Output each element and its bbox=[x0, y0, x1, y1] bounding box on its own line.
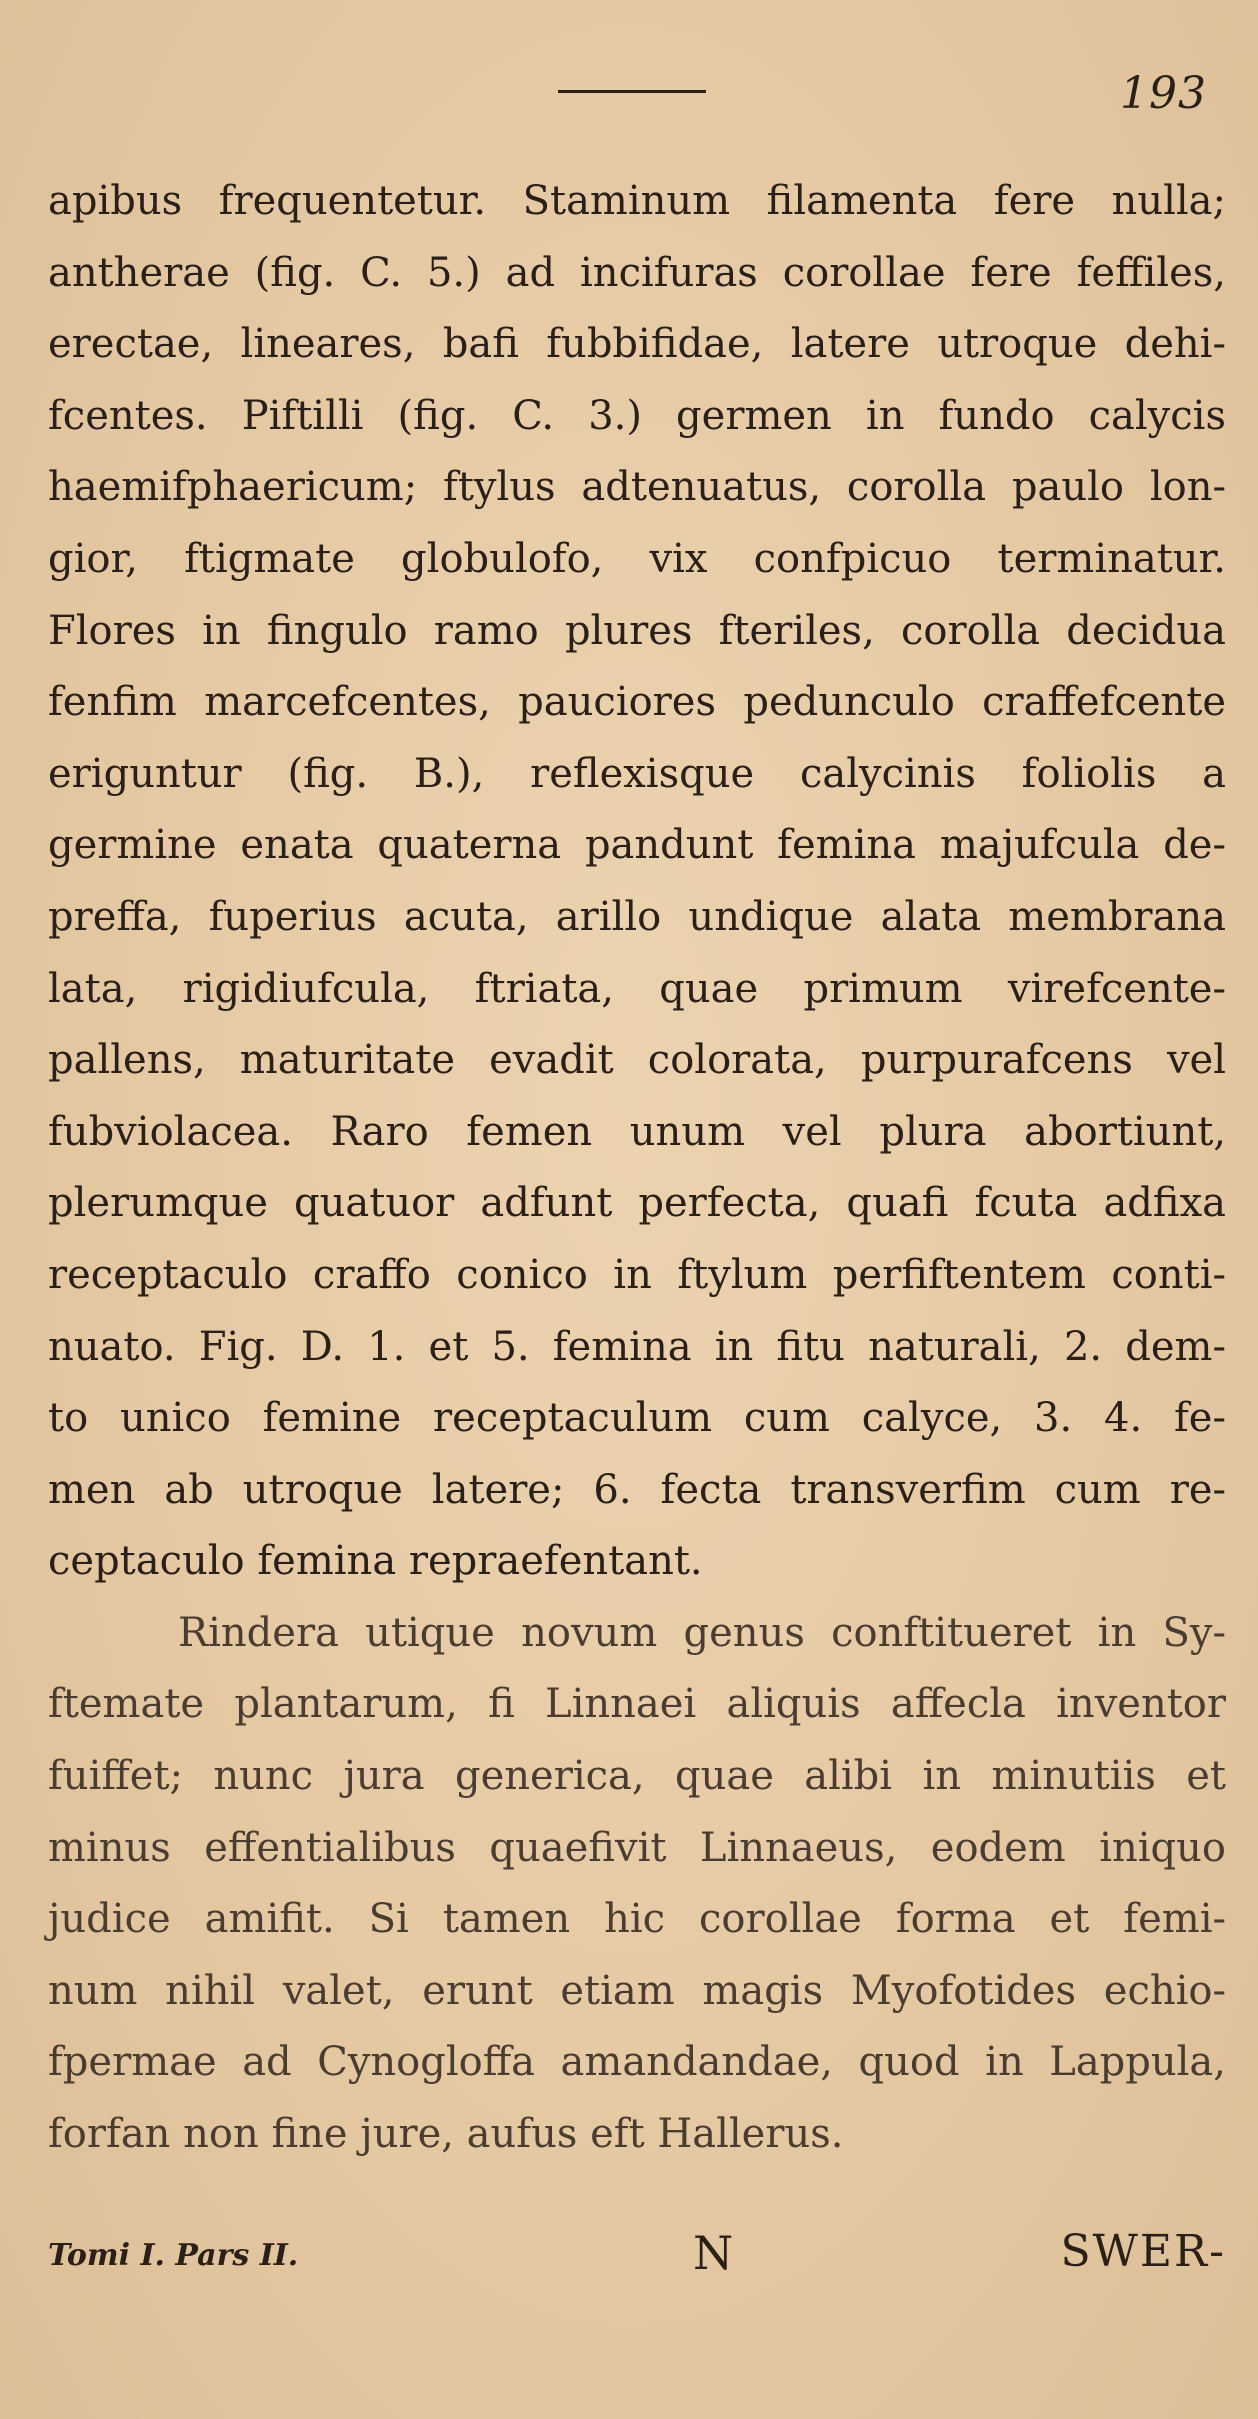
body-text bbox=[48, 166, 1226, 2171]
text-line: eriguntur (fig. B.), reflexisque calycinis foliolis a bbox=[48, 750, 1226, 797]
text-line: fcentes. Piftilli (fig. C. 3.) germen in fundo calycis bbox=[48, 392, 1226, 439]
text-line: ceptaculo femina repraefentant. bbox=[48, 1538, 703, 1585]
text-line: minus effentialibus quaefivit Linnaeus, eodem iniquo bbox=[48, 1824, 1226, 1871]
text-line: Flores in fingulo ramo plures fteriles, corolla decidua bbox=[48, 607, 1226, 654]
page-footer bbox=[48, 2226, 1226, 2286]
text-line: gior, ftigmate globulofo, vix confpicuo terminatur. bbox=[48, 535, 1226, 582]
text-line: plerumque quatuor adfunt perfecta, quafi fcuta adfixa bbox=[48, 1180, 1226, 1227]
paragraph-start-line: Rindera utique novum genus conftitueret in Sy- bbox=[178, 1609, 1226, 1656]
text-line: lata, rigidiufcula, ftriata, quae primum virefcente- bbox=[48, 965, 1226, 1012]
text-line: fuiffet; nunc jura generica, quae alibi in minutiis et bbox=[48, 1753, 1226, 1800]
text-line: receptaculo craffo conico in ftylum perfiftentem conti- bbox=[48, 1251, 1226, 1298]
text-line: nuato. Fig. D. 1. et 5. femina in fitu naturali, 2. dem- bbox=[48, 1323, 1226, 1370]
text-line: fubviolacea. Raro femen unum vel plura abortiunt, bbox=[48, 1108, 1226, 1155]
text-line: forfan non fine jure, aufus eft Hallerus. bbox=[48, 2111, 844, 2158]
text-line: judice amifit. Si tamen hic corollae forma et femi- bbox=[48, 1896, 1226, 1943]
text-line: erectae, lineares, bafi fubbifidae, latere utroque dehi- bbox=[48, 321, 1226, 368]
text-line: num nihil valet, erunt etiam magis Myofotides echio- bbox=[48, 1967, 1226, 2014]
text-line: to unico femine receptaculum cum calyce, 3. 4. fe- bbox=[48, 1395, 1226, 1442]
text-line: haemifphaericum; ftylus adtenuatus, corolla paulo lon- bbox=[48, 464, 1226, 511]
text-line: antherae (fig. C. 5.) ad incifuras corollae fere feffiles, bbox=[48, 249, 1226, 296]
text-line: ftemate plantarum, fi Linnaei aliquis affecla inventor bbox=[48, 1681, 1226, 1728]
text-line: men ab utroque latere; 6. fecta transverfim cum re- bbox=[48, 1466, 1226, 1513]
catchword: SWER- bbox=[1060, 2226, 1226, 2277]
signature-mark: Tomi I. Pars II. bbox=[48, 2238, 299, 2273]
text-line: pallens, maturitate evadit colorata, purpurafcens vel bbox=[48, 1037, 1226, 1084]
text-line: germine enata quaterna pandunt femina majufcula de- bbox=[48, 822, 1226, 869]
text-line: fenfim marcefcentes, pauciores pedunculo craffefcente bbox=[48, 679, 1226, 726]
text-line: preffa, fuperius acuta, arillo undique alata membrana bbox=[48, 893, 1226, 940]
text-line: apibus frequentetur. Staminum filamenta fere nulla; bbox=[48, 178, 1226, 224]
sheet-letter: N bbox=[693, 2226, 734, 2280]
header-rule bbox=[558, 90, 706, 93]
text-line: fpermae ad Cynogloffa amandandae, quod in Lappula, bbox=[48, 2039, 1226, 2086]
page-number: 193 bbox=[1120, 68, 1207, 119]
